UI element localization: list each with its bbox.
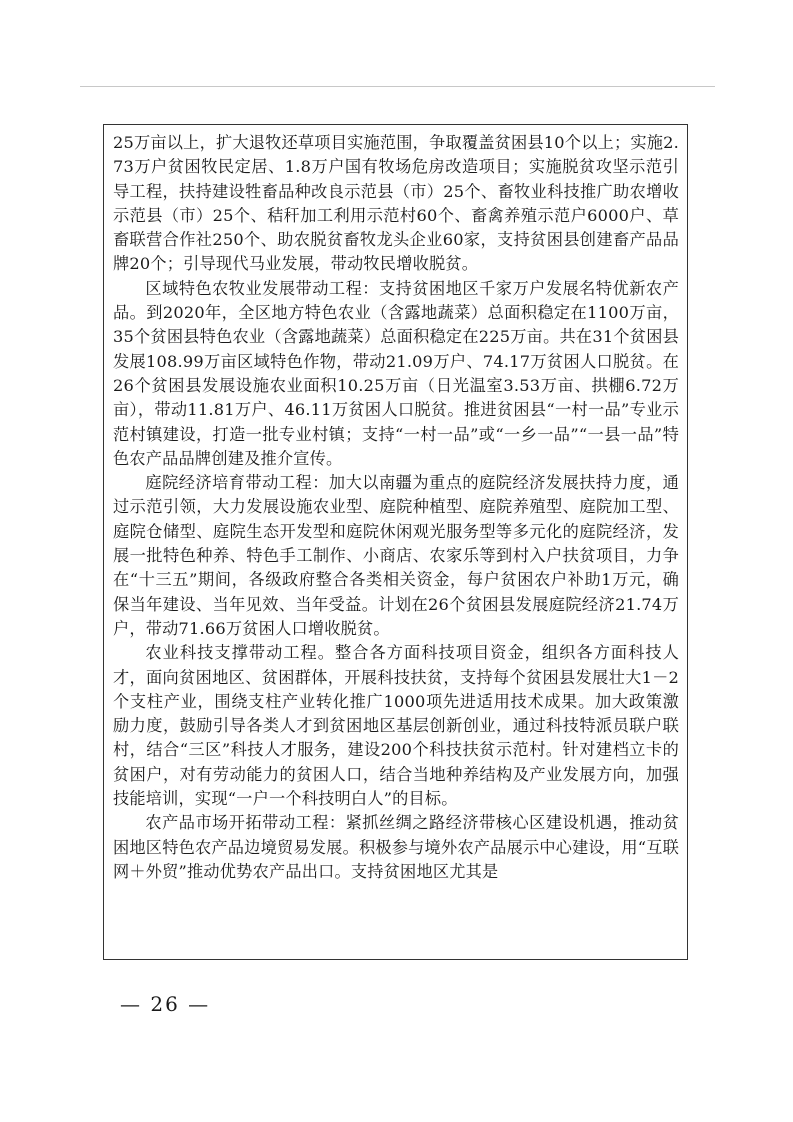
document-content-box — [103, 124, 688, 960]
paragraph-courtyard-economy: 庭院经济培育带动工程：加大以南疆为重点的庭院经济发展扶持力度，通过示范引领，大力发展设施农业型、庭院种植型、庭院养殖型、庭院加工型、庭院仓储型、庭院生态开发型和庭院休闲观光服务型等多元化的庭院经济，发展一批特色种养、特色手工制作、小商店、农家乐等到村入户扶贫项目，力争在“十三五”期间，各级政府整合各类相关资金，每户贫困农户补助1万元，确保当年建设、当年见效、当年受益。计划在26个贫困县发展庭院经济21.74万户，带动71.66万贫困人口增收脱贫。 — [113, 473, 679, 638]
paragraph-market-development: 农产品市场开拓带动工程：紧抓丝绸之路经济带核心区建设机遇，推动贫困地区特色农产品边境贸易发展。积极参与境外农产品展示中心建设，用“互联网＋外贸”推动优势农产品出口。支持贫困地区尤其是 — [113, 813, 679, 881]
paragraph-agricultural-technology: 农业科技支撑带动工程。整合各方面科技项目资金，组织各方面科技人才，面向贫困地区、贫困群体，开展科技扶贫，支持每个贫困县发展壮大1－2个支柱产业，围绕支柱产业转化推广1000项先进适用技术成果。加大政策激励力度，鼓励引导各类人才到贫困地区基层创新创业，通过科技特派员联户联村，结合“三区”科技人才服务，建设200个科技扶贫示范村。针对建档立卡的贫困户，对有劳动能力的贫困人口，结合当地种养结构及产业发展方向，加强技能培训，实现“一户一个科技明白人”的目标。 — [113, 643, 679, 809]
paragraph-grassland-continuation: 25万亩以上，扩大退牧还草项目实施范围，争取覆盖贫困县10个以上；实施2.73万户贫困牧民定居、1.8万户国有牧场危房改造项目；实施脱贫攻坚示范引导工程，扶持建设牲畜品种改良示范县（市）25个、畜牧业科技推广助农增收示范县（市）25个、秸秆加工利用示范村60个、畜禽养殖示范户6000户、草畜联营合作社250个、助农脱贫畜牧龙头企业60家，支持贫困县创建畜产品品牌20个；引导现代马业发展，带动牧民增收脱贫。 — [113, 133, 679, 274]
header-rule — [80, 86, 715, 87]
page-number: — 26 — — [120, 992, 211, 1016]
paragraph-regional-specialty-agriculture: 区域特色农牧业发展带动工程：支持贫困地区千家万户发展名特优新农产品。到2020年，全区地方特色农业（含露地蔬菜）总面积稳定在1100万亩，35个贫困县特色农业（含露地蔬菜）总面积稳定在225万亩。共在31个贫困县发展108.99万亩区域特色作物，带动21.09万户、74.17万贫困人口脱贫。在26个贫困县发展设施农业面积10.25万亩（日光温室3.53万亩、拱棚6.72万亩），带动11.81万户、46.11万贫困人口脱贫。推进贫困县“一村一品”专业示范村镇建设，打造一批专业村镇；支持“一村一品”或“一乡一品”“一县一品”特色农产品品牌创建及推介宣传。 — [113, 278, 679, 468]
